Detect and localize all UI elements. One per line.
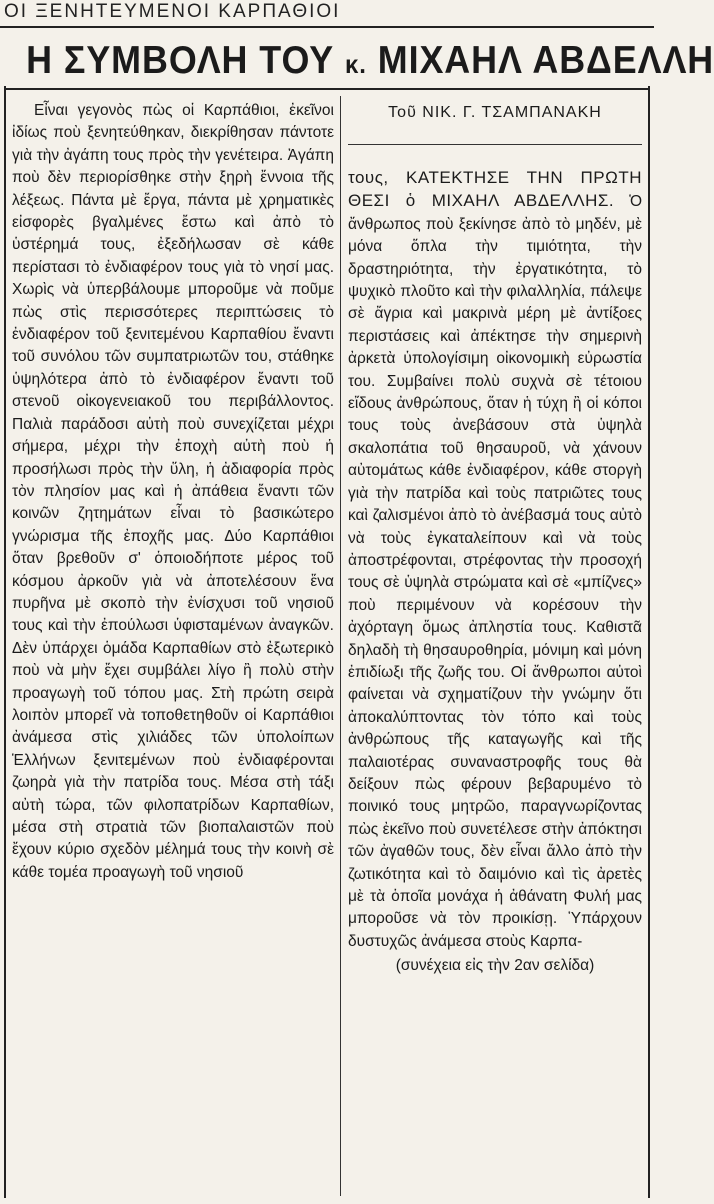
continuation-note: (συνέχεια εἰς τὴν 2αν σελίδα) bbox=[395, 957, 595, 975]
headline bbox=[26, 33, 714, 89]
byline: Τοῦ ΝΙΚ. Γ. ΤΣΑΜΠΑΝΑΚΗ bbox=[388, 104, 602, 121]
headline-part1: Η ΣΥΜΒΟΛΗ ΤΟΥ bbox=[26, 39, 335, 82]
headline-part2: ΜΙΧΑΗΛ ΑΒΔΕΛΛΗ bbox=[377, 39, 714, 82]
frame-left-border bbox=[4, 86, 6, 1198]
headline-honorific: κ. bbox=[345, 49, 367, 79]
article-column-left bbox=[12, 100, 334, 1198]
frame-right-border bbox=[648, 86, 650, 1198]
article-body-left: Εἶναι γεγονὸς πὼς οἱ Καρπάθιοι, ἐκεῖνοι ἰδίως ποὺ ξενητεύθηκαν, διεκρίθησαν πάντοτε γιὰ τὴν ἀγάπη τους πρὸς τὴν γενέτειρα. Ἀγάπη ποὺ δὲν περιορίσθηκε στὴν ξηρὴ ἔννοια τῆς λέξεως. Πάντα μὲ ἔργα, πάντα μὲ χρηματικὲς εἰσφορὲς βγαλμένες ἔστω καὶ ἀπὸ τὸ ὑστέρημά τους, ἐξεδήλωσαν σὲ κάθε περίστασι τὸ ἐνδιαφέρον τους γιὰ τὸ νησί μας. Χωρὶς νὰ ὑπερβάλουμε μποροῦμε νὰ ποῦμε πὼς στὶς περισσότερες περιπτώσεις τὸ ἐνδιαφέρον τοῦ ξενιτεμένου Καρπαθίου ἔναντι τοῦ συνόλου τῶν συμπατριωτῶν του, στάθηκε ὑψηλότερα ἀπὸ τὸ ἐνδιαφέρον ἔναντι τοῦ στενοῦ οἰκογενειακοῦ του περιβάλλοντος. Παλιὰ παράδοσι αὐτὴ ποὺ συνεχίζεται μέχρι σήμερα, μέχρι τὴν ἐποχὴ αὐτὴ ποὺ ἡ προσήλωσι πρὸς τὴν ὕλη, ἡ ἀδιαφορία πρὸς τὸν πλησίον μας καὶ ἡ ἀπάθεια ἔναντι τῶν κοινῶν ζητημάτων εἶναι τὸ βασικώτερο γνώρισμα τῆς ἐποχῆς μας. Δύο Καρπάθιοι ὅταν βρεθοῦν σ' ὁποιοδήποτε μέρος τοῦ κόσμου ἀρκοῦν γιὰ νὰ ἀποτελέσουν ἕνα πυρῆνα μὲ σκοπὸ τὴν ἐνίσχυσι τοῦ νησιοῦ τους καὶ τὴν ἐπούλωσι ὑφισταμένων ἀναγκῶν. Δὲν ὑπάρχει ὁμάδα Καρπαθίων στὸ ἐξωτερικὸ ποὺ νὰ μὴν ἔχει συμβάλει λίγο ἢ πολὺ στὴν προαγωγὴ τοῦ τόπου μας. Στὴ πρώτη σειρὰ λοιπὸν μπορεῖ νὰ τοποθετηθοῦν οἱ Καρπάθιοι ἀνάμεσα στὶς χιλιάδες τῶν ὑπολοίπων Ἑλλήνων ξενιτεμένων ποὺ ἐνδιαφέρονται ζωηρὰ γιὰ τὴν πατρίδα τους. Μέσα στὴ τάξι αὐτὴ τώρα, τῶν φιλοπατρίδων Καρπαθίων, μέσα στὴ στρατιὰ τῶν βιοπαλαιστῶν ποὺ ἔχουν κύριο σχεδὸν μέλημά τους τὴν κοινὴ σὲ κάθε τομέα προαγωγὴ τοῦ νησιοῦ bbox=[12, 102, 334, 881]
article-body-right: Ὁ ἄνθρωπος ποὺ ξεκίνησε ἀπὸ τὸ μηδέν, μὲ μόνα ὅπλα τὴν τιμιότητα, τὴν δραστηριότητα, τὴν ἐργατικότητα, τὸ ψυχικὸ πλοῦτο καὶ τὴν φιλαλληλία, πάλεψε σὲ ἄγρια καὶ μακρινὰ μέρη μὲ ἀντίξοες περιστάσεις καὶ ἀπέκτησε τὴν σημερινὴ ἀρκετὰ ὑπολογίσιμη οἰκονομικὴ εὐρωστία του. Συμβαίνει πολὺ συχνὰ σὲ τέτοιου εἴδους ἀνθρώπους, ὅταν ἡ τύχη ἢ οἱ κόποι τους τοὺς ἀνεβάσουν στὰ ὑψηλὰ σκαλοπάτια τοῦ θησαυροῦ, νὰ χάνουν αὐτομάτως κάθε ἐνδιαφέρον, κάθε στοργὴ γιὰ τὴν πατρίδα καὶ τοὺς πατριῶτες τους καὶ ζαλισμένοι ἀπὸ τὸ ἀνέβασμά τους αὐτὸ νὰ τοὺς ἐγκαταλείπουν καὶ νὰ τοὺς ἀποστρέφονται, στρέφοντας τὴν προσοχή τους σὲ ὑψηλὰ στρώματα καὶ σὲ «μπίζνες» ποὺ περιμένουν νὰ κορέσουν τὴν ἀχόρταγη ὅμως ἀπληστία τους. Καθιστᾶ δηλαδὴ τὴ θησαυροθηρία, μόνιμη καὶ μόνη ἐπιδίωξι τῆς ζωῆς του. Οἱ ἄνθρωποι αὐτοὶ φαίνεται νὰ σχηματίζουν τὴν γνώμην ὅτι ἀποκαλύπτοντας τὸν τόπο καὶ τοὺς ἀνθρώπους τῆς καταγωγῆς καὶ τῆς παλαιοτέρας συναναστροφῆς τους θὰ δείξουν πὼς φέρουν βεβαρυμένο τὸ ποινικό τους μητρῶο, παραγνωρίζοντας πὼς ἐκεῖνο ποὺ συνετέλεσε στὴν ἀπόκτησι τῶν ἀγαθῶν τους, δὲν εἶναι ἄλλο ἀπὸ τὴν ζωτικότητα καὶ τὸ δαιμόνιο καὶ τὶς ἀρετὲς μὲ τὰ ὁποῖα μονάχα ἡ ἀθάνατη Φυλή μας μποροῦσε νὰ τὸν προικίσῃ. Ὑπάρχουν δυστυχῶς ἀνάμεσα στοὺς Καρπα- bbox=[348, 193, 643, 950]
byline-rule bbox=[348, 144, 642, 145]
section-kicker: ΟΙ ΞΕΝΗΤΕΥΜΕΝΟΙ ΚΑΡΠΑΘΙΟΙ bbox=[4, 1, 341, 22]
article-column-right bbox=[348, 100, 642, 1198]
top-rule bbox=[0, 26, 654, 28]
article-lead: τους, ΚΑΤΕΚΤΗΣΕ ΤΗΝ ΠΡΩΤΗ ΘΕΣΙ ὁ ΜΙΧΑΗΛ ΑΒΔΕΛΛΗΣ. bbox=[348, 168, 642, 211]
headline-rule bbox=[4, 88, 650, 90]
column-divider bbox=[340, 96, 341, 1196]
